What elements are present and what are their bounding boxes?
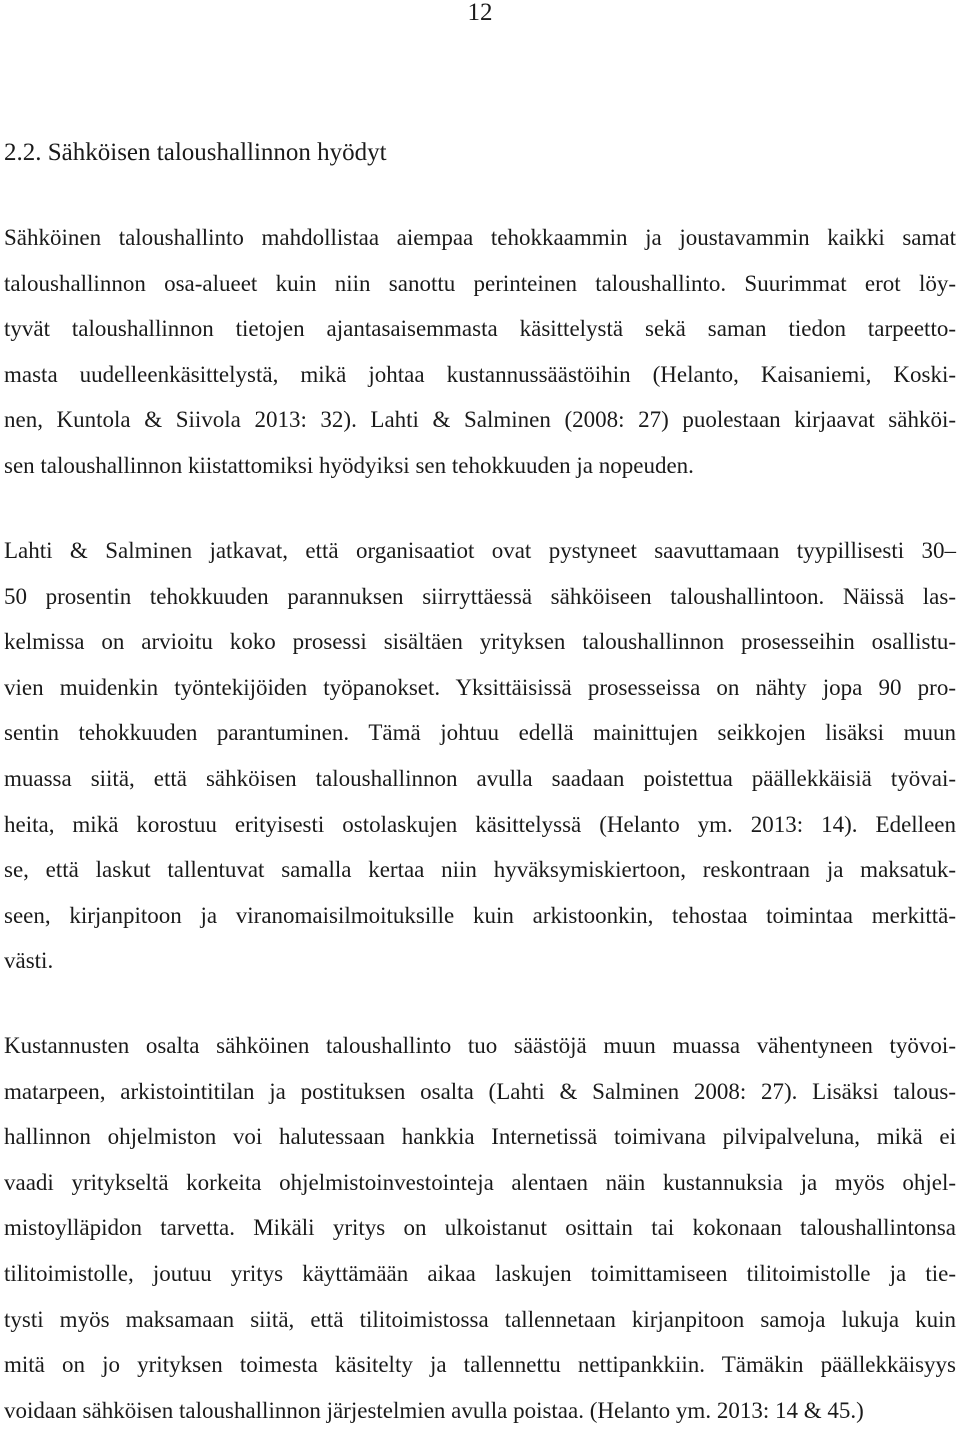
text-line: Kustannusten osalta sähköinen taloushallinto tuo säästöjä muun muassa vähentyneen työvoi- — [4, 1033, 956, 1058]
text-line: heita, mikä korostuu erityisesti ostolaskujen käsittelyssä (Helanto ym. 2013: 14). Edelleen — [4, 811, 956, 837]
paragraph-costs — [4, 1023, 956, 1433]
text-line: nen, Kuntola & Siivola 2013: 32). Lahti & Salminen (2008: 27) puolestaan kirjaavat sähköi- — [4, 407, 956, 433]
section-title: 2.2. Sähköisen taloushallinnon hyödyt — [4, 139, 387, 166]
text-line: tilitoimistolle, joutuu yritys käyttämään aikaa laskujen toimittamiseen tilitoimistolle ja tie- — [4, 1260, 956, 1286]
text-line: Sähköinen taloushallinto mahdollistaa aiempaa tehokkaammin ja joustavammin kaikki samat — [4, 225, 956, 250]
text-line: västi. — [4, 948, 54, 974]
text-line: hallinnon ohjelmiston voi halutessaan hankkia Internetissä toimivana pilvipalveluna, mikä ei — [4, 1124, 956, 1150]
text-line: se, että laskut tallentuvat samalla kertaa niin hyväksymiskiertoon, reskontraan ja maksatuk- — [4, 857, 956, 883]
paragraph-benefits — [4, 215, 956, 489]
text-line: vaadi yritykseltä korkeita ohjelmistoinvestointeja alentaen näin kustannuksia ja myös ohjel- — [4, 1169, 956, 1195]
text-line: muassa siitä, että sähköisen taloushallinnon avulla saadaan poistettua päällekkäisiä työvai- — [4, 765, 956, 791]
text-line: sentin tehokkuuden parantuminen. Tämä johtuu edellä mainittujen seikkojen lisäksi muun — [4, 720, 956, 746]
text-line: tyvät taloushallinnon tietojen ajantasaisemmasta käsittelystä sekä saman tiedon tarpeetto- — [4, 316, 956, 342]
text-line: kelmissa on arvioitu koko prosessi sisältäen yrityksen taloushallinnon prosesseihin osallistu- — [4, 629, 956, 655]
text-line: mitä on jo yrityksen toimesta käsitelty ja tallennettu nettipankkiin. Tämäkin päällekkäisyys — [4, 1352, 956, 1378]
text-line: sen taloushallinnon kiistattomiksi hyödyiksi sen tehokkuuden ja nopeuden. — [4, 452, 694, 478]
text-line: tysti myös maksamaan siitä, että tilitoimistossa tallennetaan kirjanpitoon samoja lukuja kuin — [4, 1306, 956, 1332]
text-line: seen, kirjanpitoon ja viranomaisilmoituksille kuin arkistoonkin, tehostaa toimintaa merkittä- — [4, 902, 956, 928]
text-line: Lahti & Salminen jatkavat, että organisaatiot ovat pystyneet saavuttamaan tyypillisesti 30– — [4, 538, 956, 563]
text-line: matarpeen, arkistointitilan ja postituksen osalta (Lahti & Salminen 2008: 27). Lisäksi talous- — [4, 1078, 956, 1104]
text-line: mistoylläpidon tarvetta. Mikäli yritys on ulkoistanut osittain tai kokonaan taloushallintonsa — [4, 1215, 956, 1241]
text-line: vien muidenkin työntekijöiden työpanokset. Yksittäisissä prosesseissa on nähty jopa 90 pro- — [4, 674, 956, 700]
page-number: 12 — [467, 0, 493, 26]
text-line: taloushallinnon osa-alueet kuin niin sanottu perinteinen taloushallinto. Suurimmat erot löy- — [4, 270, 956, 296]
paragraph-efficiency — [4, 528, 956, 984]
text-line: 50 prosentin tehokkuuden parannuksen siirryttäessä sähköiseen taloushallintoon. Näissä las- — [4, 583, 956, 609]
text-line: voidaan sähköisen taloushallinnon järjestelmien avulla poistaa. (Helanto ym. 2013: 14 & 45.) — [4, 1397, 864, 1423]
text-line: masta uudelleenkäsittelystä, mikä johtaa kustannussäästöihin (Helanto, Kaisaniemi, Koski- — [4, 361, 956, 387]
